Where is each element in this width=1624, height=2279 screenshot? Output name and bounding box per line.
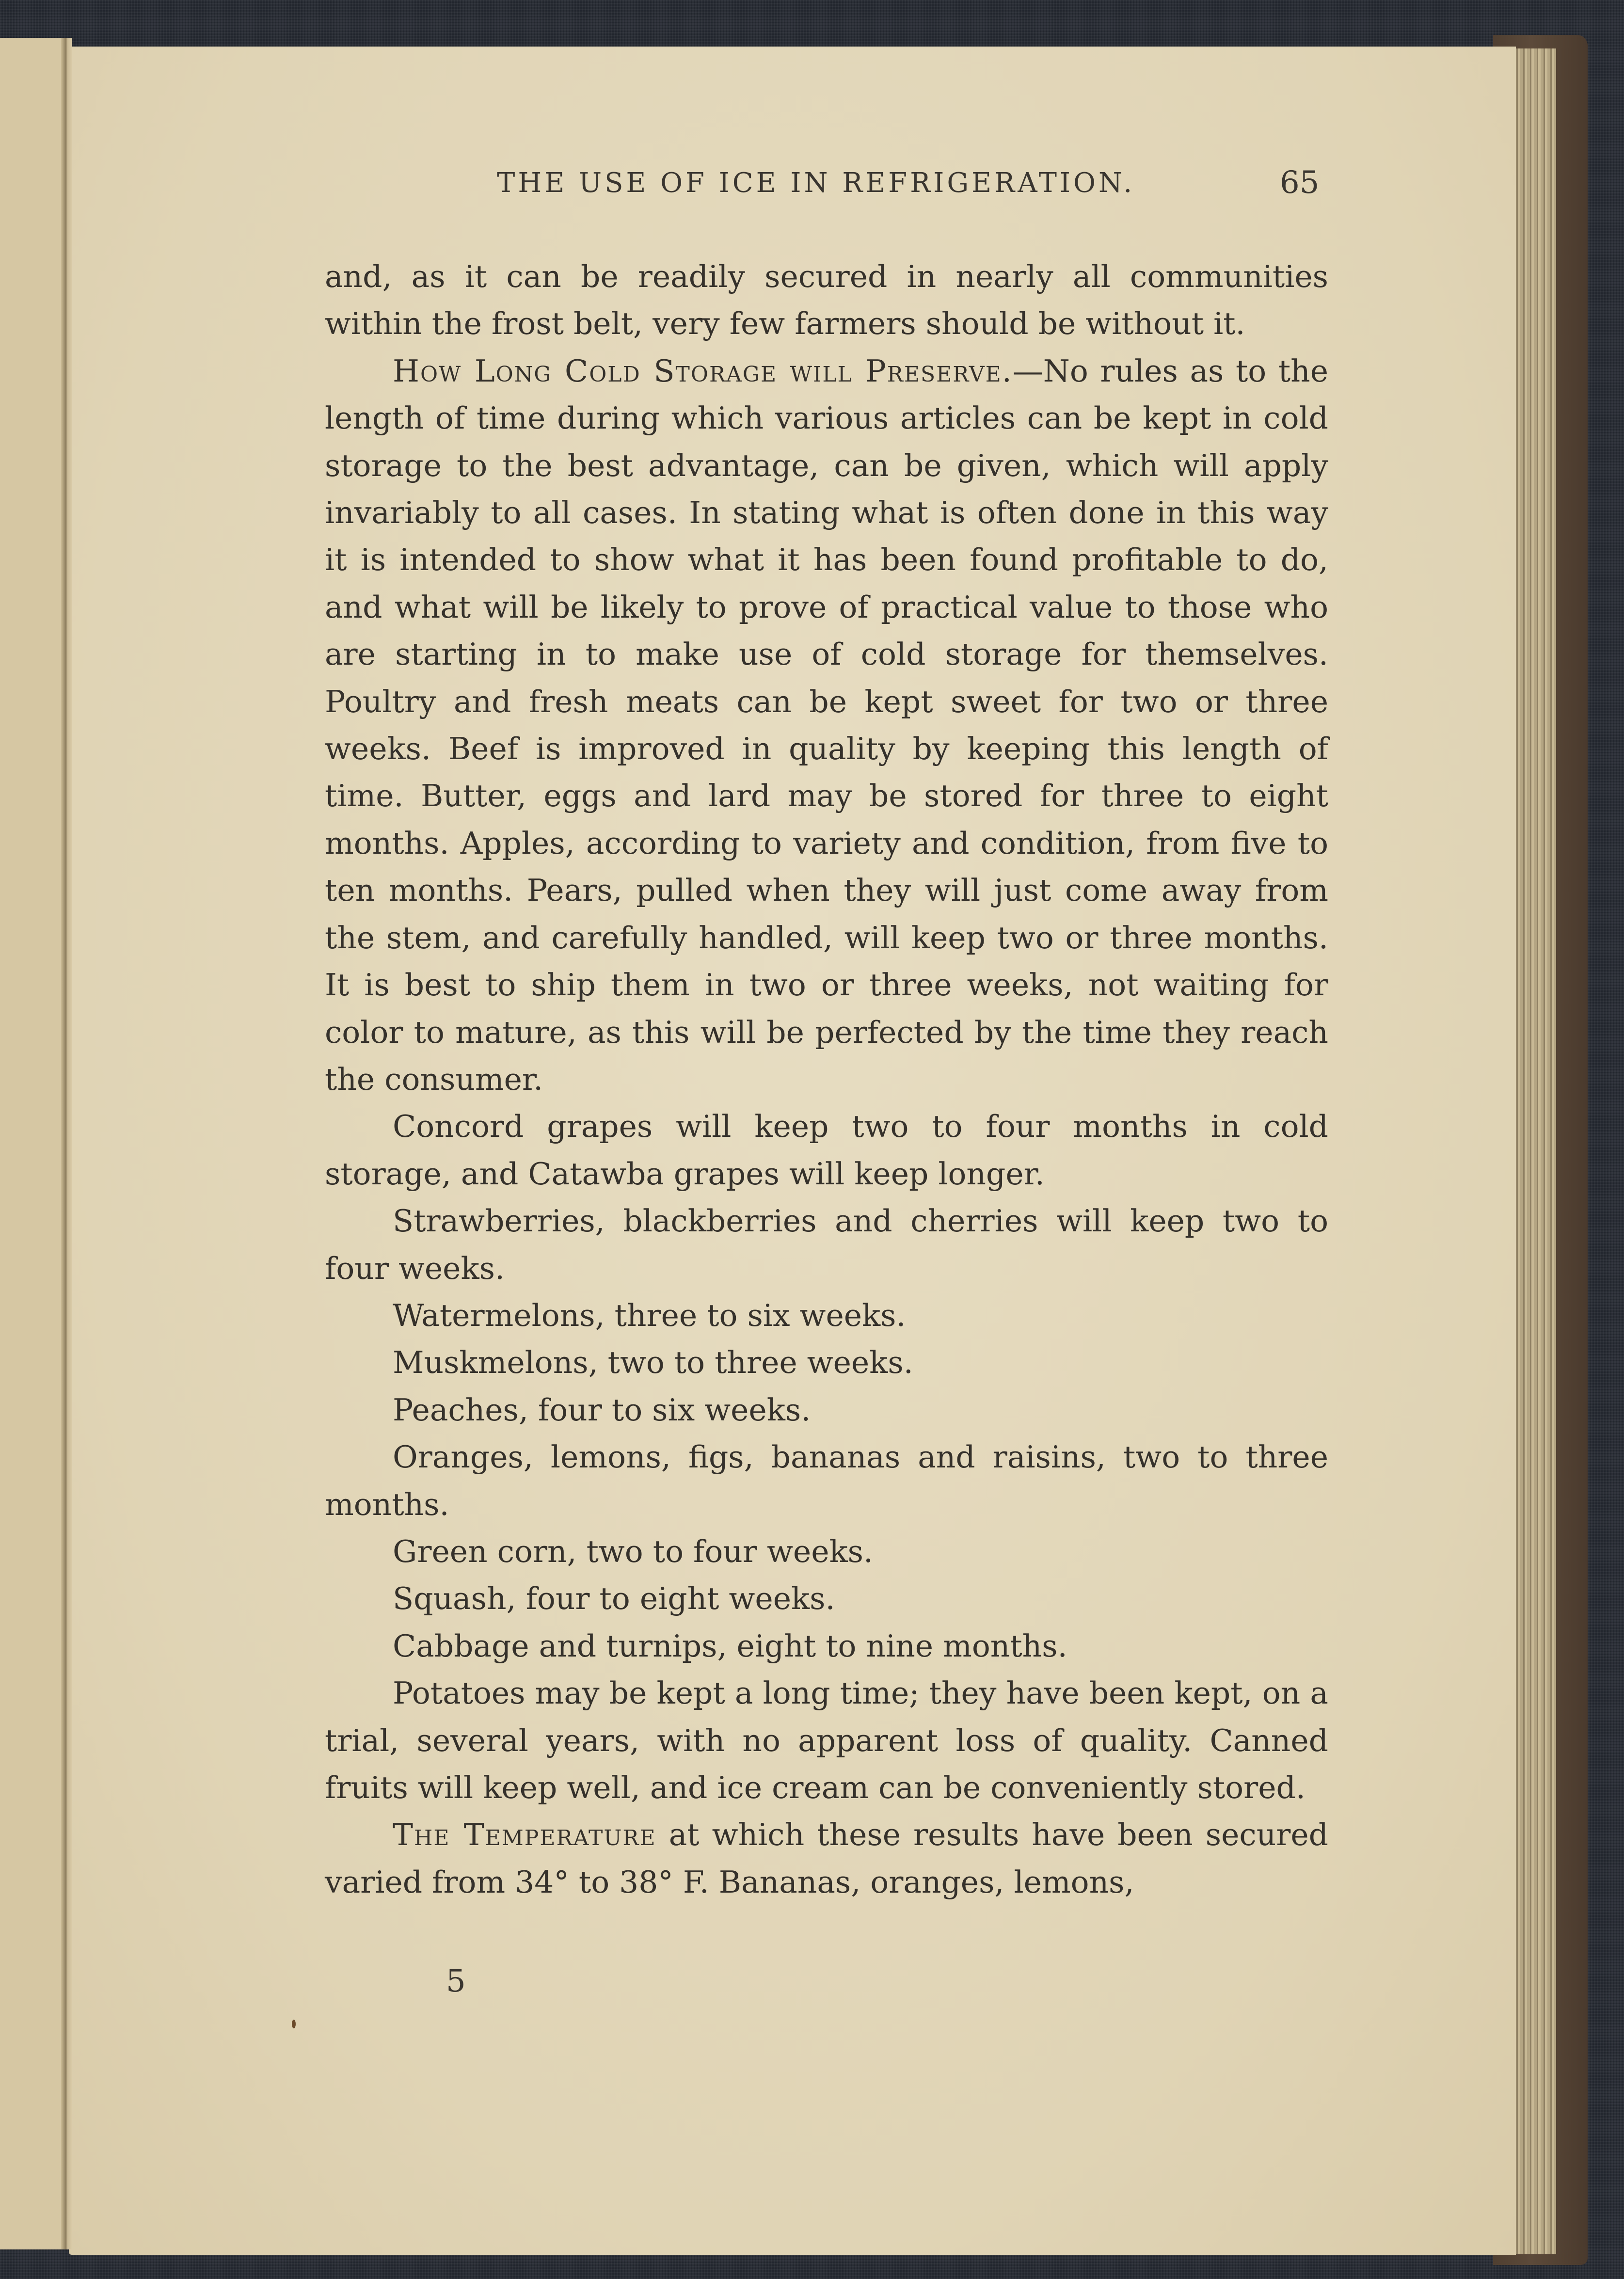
paragraph-text: at which these results have been secured varied from 34° to 38° F. Bananas, oranges, lemons, (325, 1817, 1328, 1900)
paragraph: Cabbage and turnips, eight to nine months. (393, 1628, 1067, 1664)
paper-speck (292, 2020, 296, 2028)
paragraph: Green corn, two to four weeks. (393, 1533, 874, 1569)
paragraph: Strawberries, blackberries and cherries will keep two to four weeks. (325, 1203, 1328, 1286)
body-text (325, 253, 1328, 1906)
section-heading: The Temperature (393, 1817, 656, 1853)
page-gutter (61, 38, 72, 2249)
paragraph: Muskmelons, two to three weeks. (393, 1345, 913, 1381)
paragraph: Squash, four to eight weeks. (393, 1581, 835, 1617)
paragraph: Peaches, four to six weeks. (393, 1392, 811, 1428)
paragraph (325, 1811, 1328, 1906)
paragraph: and, as it can be readily secured in nearly all communities within the frost belt, very few farmers should be without it. (325, 259, 1328, 342)
paragraph: Concord grapes will keep two to four months in cold storage, and Catawba grapes will keep longer. (325, 1109, 1328, 1192)
facing-page-edge (0, 38, 69, 2249)
paragraph (325, 348, 1328, 1103)
section-heading: How Long Cold Storage will Preserve. (393, 353, 1013, 389)
page-number: 65 (1280, 165, 1320, 201)
paragraph: Oranges, lemons, figs, bananas and raisins, two to three months. (325, 1439, 1328, 1522)
paragraph: Watermelons, three to six weeks. (393, 1297, 906, 1333)
signature-mark: 5 (446, 1963, 466, 1999)
paragraph: Potatoes may be kept a long time; they have been kept, on a trial, several years, with no apparent loss of quality. Canned fruits will keep well, and ice cream can be conveniently stored. (325, 1675, 1328, 1805)
running-head-title: THE USE OF ICE IN REFRIGERATION. (497, 167, 1135, 199)
paragraph-text: —No rules as to the length of time during which various articles can be kept in cold storage to the best advantage, can be given, which will apply invariably to all cases. In stating what is often done in this way it is intended to show what it has been found profitable to do, and what will be likely to prove of practical value to those who are starting in to make use of cold storage for themselves. Poultry and fresh meats can be kept sweet for two or three weeks. Beef is improved in quality by keeping this length of time. Butter, eggs and lard may be stored for three to eight months. Apples, according to variety and condition, from five to ten months. Pears, pulled when they will just come away from the stem, and carefully handled, will keep two or three months. It is best to ship them in two or three weeks, not waiting for color to mature, as this will be perfected by the time they reach the consumer. (325, 353, 1328, 1097)
